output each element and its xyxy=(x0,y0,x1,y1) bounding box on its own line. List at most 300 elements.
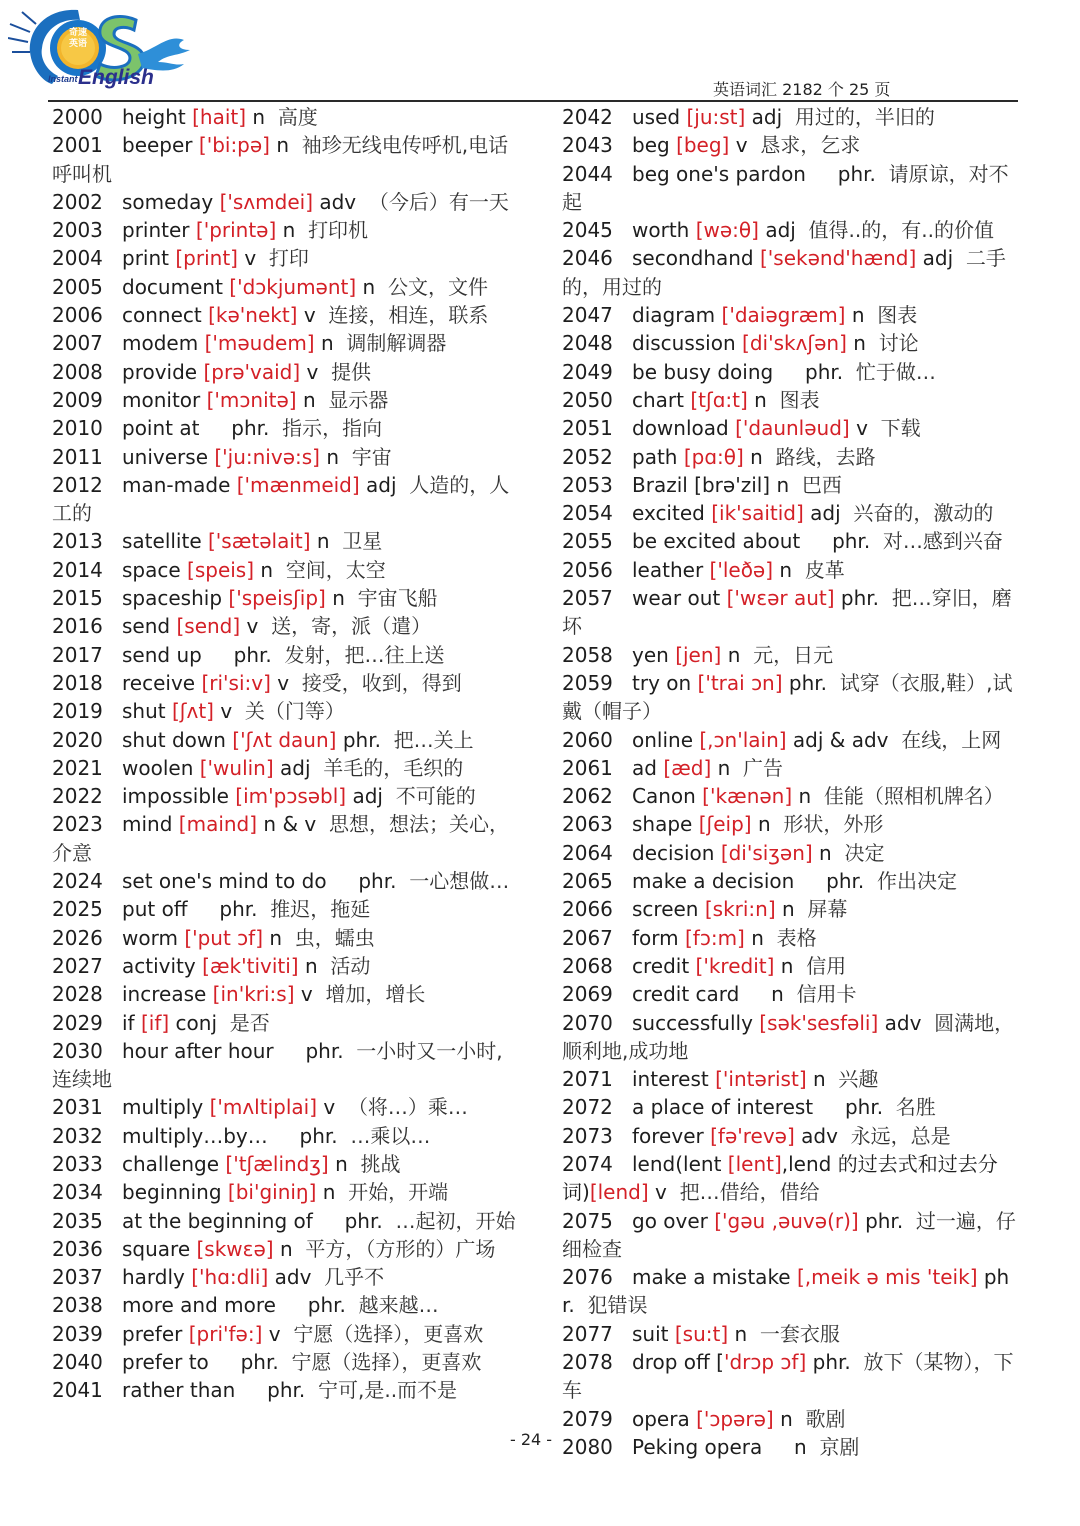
vocab-entry xyxy=(52,414,522,442)
vocab-entry xyxy=(52,1235,522,1263)
entry-phonetic: [di'skʌʃən] xyxy=(742,331,847,356)
entry-definition: 信用 xyxy=(806,953,847,978)
entry-part-of-speech: v xyxy=(277,670,290,695)
entry-part-of-speech: phr. xyxy=(231,416,270,441)
entry-word: impossible xyxy=(122,784,229,809)
entry-word: beg xyxy=(632,133,670,158)
entry-definition: 思想，想法；关心，介意 xyxy=(52,812,509,865)
entry-definition: 宇宙 xyxy=(351,444,392,469)
entry-phonetic: ['bi:pə] xyxy=(198,133,270,158)
entry-word: Canon xyxy=(632,784,696,809)
entry-number: 2063 xyxy=(562,812,613,837)
entry-definition: 增加，增长 xyxy=(325,982,426,1007)
vocab-entry xyxy=(52,1009,522,1037)
vocab-entry xyxy=(562,1065,1018,1093)
entry-word: woolen xyxy=(122,755,194,780)
entry-definition: 虫，蠕虫 xyxy=(294,925,375,950)
entry-word: modem xyxy=(122,331,199,356)
entry-definition: 放下（某物），下车 xyxy=(562,1350,1014,1403)
vocab-entry xyxy=(52,358,522,386)
entry-number: 2057 xyxy=(562,586,613,611)
entry-word: more and more xyxy=(122,1293,276,1318)
entry-part-of-speech: phr. xyxy=(812,1350,851,1375)
entry-part-of-speech: n xyxy=(260,557,274,582)
entry-definition: 形状，外形 xyxy=(783,812,884,837)
entry-word: be busy doing xyxy=(632,359,774,384)
entry-phonetic: ['printə] xyxy=(195,218,277,243)
entry-phonetic: ['mɔnitə] xyxy=(206,387,297,412)
entry-number: 2066 xyxy=(562,897,613,922)
entry-definition: 广告 xyxy=(743,755,784,780)
vocab-entry xyxy=(52,443,522,471)
entry-part-of-speech: phr. xyxy=(267,1378,306,1403)
entry-number: 2024 xyxy=(52,869,103,894)
entry-phonetic: ['sekənd'hænd] xyxy=(760,246,917,271)
entry-word: shut down xyxy=(122,727,226,752)
entry-word: worm xyxy=(122,925,178,950)
entry-word: height xyxy=(122,105,186,129)
entry-definition: 指示，指向 xyxy=(282,416,383,441)
entry-part-of-speech: n xyxy=(362,274,376,299)
entry-phonetic: ['ju:nivə:s] xyxy=(214,444,320,469)
entry-definition: 皮革 xyxy=(804,557,845,582)
entry-definition: 开始，开端 xyxy=(348,1180,449,1205)
entry-word-note: ,lend 的过去式和过去分词) xyxy=(562,1151,998,1205)
entry-phonetic: [in'kri:s] xyxy=(212,982,295,1007)
entry-number: 2026 xyxy=(52,925,103,950)
entry-number: 2033 xyxy=(52,1151,103,1176)
entry-definition: 接受，收到，得到 xyxy=(301,670,462,695)
entry-part-of-speech: phr. xyxy=(844,1095,884,1120)
vocab-entry xyxy=(52,980,522,1008)
entry-number: 2030 xyxy=(52,1038,103,1063)
entry-definition: 屏幕 xyxy=(807,897,848,922)
entry-part-of-speech: phr. xyxy=(344,1208,383,1233)
vocab-entry xyxy=(562,386,1018,414)
entry-number: 2075 xyxy=(562,1208,613,1233)
entry-number: 2015 xyxy=(52,586,103,611)
vocabulary-column-left xyxy=(52,103,522,1405)
entry-number: 2032 xyxy=(52,1123,103,1148)
entry-definition: 永远，总是 xyxy=(850,1123,951,1148)
entry-number: 2014 xyxy=(52,557,103,582)
entry-phonetic: [æk'tiviti] xyxy=(202,953,299,978)
entry-number: 2003 xyxy=(52,218,103,243)
entry-part-of-speech: n xyxy=(782,897,795,922)
vocab-entry xyxy=(52,103,522,131)
entry-definition: （今后）有一天 xyxy=(368,189,509,214)
entry-part-of-speech: n xyxy=(780,1406,793,1431)
vocab-entry xyxy=(562,782,1018,810)
entry-definition: 平方，（方形的）广场 xyxy=(305,1236,496,1261)
entry-number: 2034 xyxy=(52,1180,103,1205)
entry-number: 2067 xyxy=(562,925,613,950)
entry-number: 2017 xyxy=(52,642,103,667)
entry-phonetic: ['kænən] xyxy=(702,784,793,809)
entry-word: drop off xyxy=(632,1350,710,1375)
vocab-entry xyxy=(562,895,1018,923)
entry-part-of-speech: n xyxy=(316,529,330,554)
vocabulary-summary: 英语词汇 2182 个 25 页 xyxy=(713,80,891,99)
vocab-entry xyxy=(52,1178,522,1206)
entry-part-of-speech: n xyxy=(734,1321,748,1346)
entry-phonetic: ['ʃʌt daun] xyxy=(232,727,337,752)
entry-phonetic: ['gəu ,əuvə(r)] xyxy=(714,1208,859,1233)
vocab-entry xyxy=(562,1122,1018,1150)
vocab-entry xyxy=(52,726,522,754)
entry-number: 2058 xyxy=(562,642,613,667)
entry-definition: 用过的，半旧的 xyxy=(794,105,935,129)
page-number: - 24 - xyxy=(509,1430,553,1449)
entry-number: 2050 xyxy=(562,387,613,412)
entry-part-of-speech: v xyxy=(306,359,319,384)
entry-word: prefer to xyxy=(122,1350,209,1375)
entry-word: try on xyxy=(632,670,692,695)
entry-part-of-speech: adj & adv xyxy=(792,727,889,752)
entry-number: 2035 xyxy=(52,1208,103,1233)
entry-phonetic: [lent] xyxy=(727,1151,782,1176)
entry-part-of-speech: n xyxy=(798,784,812,809)
entry-definition: 发射，把…往上送 xyxy=(284,642,445,667)
entry-part-of-speech: n & v xyxy=(263,812,317,837)
vocab-entry xyxy=(562,1263,1018,1320)
entry-part-of-speech: n xyxy=(750,444,763,469)
entry-number: 2028 xyxy=(52,982,103,1007)
entry-definition: 圆满地，顺利地,成功地 xyxy=(562,1010,1015,1063)
vocab-entry xyxy=(52,1122,522,1150)
entry-definition: 名胜 xyxy=(895,1095,936,1120)
entry-word: a place of interest xyxy=(632,1095,814,1120)
entry-definition: 把…借给，借给 xyxy=(679,1180,820,1205)
entry-number: 2039 xyxy=(52,1321,103,1346)
entry-word: receive xyxy=(122,670,196,695)
vocab-entry xyxy=(52,1348,522,1376)
entry-number: 2022 xyxy=(52,784,103,809)
entry-phonetic-bracket: [ xyxy=(716,1350,724,1375)
entry-word: document xyxy=(122,274,223,299)
entry-definition: 元，日元 xyxy=(753,642,834,667)
entry-part-of-speech: v xyxy=(655,1180,667,1205)
entry-number: 2031 xyxy=(52,1095,103,1120)
entry-definition: 卫星 xyxy=(342,529,383,554)
entry-word: secondhand xyxy=(632,246,754,271)
entry-part-of-speech: n xyxy=(252,105,266,129)
entry-part-of-speech: n xyxy=(320,331,334,356)
entry-phonetic: [,meik ə mis 'teik] xyxy=(796,1265,978,1290)
entry-definition: 决定 xyxy=(844,840,885,865)
entry-number: 2065 xyxy=(562,869,613,894)
entry-word: point at xyxy=(122,416,200,441)
entry-definition: 讨论 xyxy=(878,331,919,356)
entry-phonetic: ['hɑ:dli] xyxy=(191,1265,269,1290)
vocab-entry xyxy=(562,103,1018,131)
entry-definition: 送，寄，派（遣） xyxy=(271,614,432,639)
entry-word: shape xyxy=(632,812,693,837)
entry-number: 2027 xyxy=(52,953,103,978)
vocab-entry xyxy=(562,867,1018,895)
entry-part-of-speech: adv xyxy=(274,1265,312,1290)
vocab-entry xyxy=(52,612,522,640)
entry-definition: 羊毛的，毛织的 xyxy=(323,755,464,780)
entry-word: activity xyxy=(122,953,196,978)
vocab-entry xyxy=(52,1291,522,1319)
vocab-entry xyxy=(52,782,522,810)
vocab-entry xyxy=(52,273,522,301)
entry-word: lend(lent xyxy=(632,1151,722,1176)
vocab-entry xyxy=(52,216,522,244)
entry-word: satellite xyxy=(122,529,202,554)
entry-part-of-speech: phr. xyxy=(358,869,397,894)
vocab-entry xyxy=(52,556,522,584)
entry-number: 2040 xyxy=(52,1350,103,1375)
entry-phonetic: [maind] xyxy=(178,812,258,837)
entry-number: 2043 xyxy=(562,133,613,158)
entry-definition: 在线，上网 xyxy=(901,727,1002,752)
entry-phonetic: [skri:n] xyxy=(704,897,776,922)
entry-part-of-speech: n xyxy=(851,303,865,328)
entry-number: 2019 xyxy=(52,699,103,724)
entry-number: 2041 xyxy=(52,1378,103,1403)
vocab-entry xyxy=(52,641,522,669)
vocab-entry xyxy=(52,754,522,782)
entry-number: 2036 xyxy=(52,1236,103,1261)
entry-part-of-speech: n xyxy=(779,557,793,582)
entry-number: 2078 xyxy=(562,1350,613,1375)
vocabulary-column-right xyxy=(562,103,1018,1461)
entry-word: spaceship xyxy=(122,586,223,611)
entry-number: 2068 xyxy=(562,953,613,978)
entry-part-of-speech: n xyxy=(269,925,283,950)
entry-phonetic: ['speisʃip] xyxy=(228,586,326,611)
entry-phonetic: [print] xyxy=(175,246,238,271)
entry-number: 2051 xyxy=(562,416,613,441)
entry-word: make a mistake xyxy=(632,1265,791,1290)
entry-word: leather xyxy=(632,557,704,582)
entry-definition: 一心想做… xyxy=(409,869,510,894)
entry-word: connect xyxy=(122,303,202,328)
entry-phonetic: ['dɔkjumənt] xyxy=(229,274,357,299)
entry-part-of-speech: v xyxy=(244,246,257,271)
entry-part-of-speech: n xyxy=(279,1236,293,1261)
entry-definition: 宇宙飞船 xyxy=(357,586,438,611)
entry-number: 2004 xyxy=(52,246,103,271)
entry-word: space xyxy=(122,557,181,582)
entry-part-of-speech: v xyxy=(246,614,259,639)
vocab-entry xyxy=(52,527,522,555)
entry-phonetic: ['mʌltiplai] xyxy=(209,1095,318,1120)
entry-number: 2070 xyxy=(562,1010,613,1035)
entry-part-of-speech: n xyxy=(332,586,345,611)
entry-part-of-speech: v xyxy=(300,982,313,1007)
vocab-entry xyxy=(562,527,1018,555)
entry-part-of-speech: v xyxy=(268,1321,281,1346)
vocab-entry xyxy=(52,1320,522,1348)
entry-phonetic: [ik'saitid] xyxy=(711,501,804,526)
entry-phonetic: [ʃeip] xyxy=(698,812,752,837)
entry-number: 2005 xyxy=(52,274,103,299)
entry-number: 2079 xyxy=(562,1406,613,1431)
entry-part-of-speech: n xyxy=(780,953,794,978)
vocab-entry xyxy=(52,952,522,980)
vocab-entry xyxy=(52,1376,522,1404)
entry-definition: 作出决定 xyxy=(876,869,957,894)
entry-number: 2044 xyxy=(562,161,613,186)
entry-part-of-speech: adv xyxy=(319,189,357,214)
entry-definition: 京剧 xyxy=(819,1434,860,1459)
entry-part-of-speech: n xyxy=(853,331,866,356)
entry-number: 2077 xyxy=(562,1321,613,1346)
entry-definition: 请原谅，对不起 xyxy=(562,161,1009,214)
logo-chinese-text: 奇速英语 xyxy=(68,28,87,49)
entry-number: 2080 xyxy=(562,1434,613,1459)
entry-word: challenge xyxy=(122,1151,220,1176)
entry-phonetic: [skwɛə] xyxy=(196,1236,274,1261)
entry-word: universe xyxy=(122,444,208,469)
entry-definition: 二手的，用过的 xyxy=(562,246,1006,299)
entry-definition: 信用卡 xyxy=(796,982,857,1007)
entry-phonetic: [hait] xyxy=(192,105,247,129)
entry-definition: 巴西 xyxy=(801,472,842,497)
entry-number: 2059 xyxy=(562,670,613,695)
entry-phonetic: ['trai ɔn] xyxy=(697,670,783,695)
entry-definition: …乘以… xyxy=(350,1123,431,1148)
entry-number: 2020 xyxy=(52,727,103,752)
entry-part-of-speech: n xyxy=(302,387,316,412)
entry-phonetic: ['wɛər aut] xyxy=(726,586,835,611)
entry-definition: 路线，去路 xyxy=(775,444,876,469)
entry-word: forever xyxy=(632,1123,704,1148)
vocab-entry xyxy=(52,895,522,923)
entry-definition: 试穿（衣服,鞋）,试戴（帽子） xyxy=(562,670,1013,724)
entry-number: 2046 xyxy=(562,246,613,271)
entry-phonetic: [if] xyxy=(140,1010,170,1035)
entry-word: ad xyxy=(632,755,657,780)
entry-word: someday xyxy=(122,189,214,214)
entry-definition: 越来越… xyxy=(358,1293,439,1318)
logo-instant-text: Instant xyxy=(48,74,78,84)
entry-part-of-speech: adj xyxy=(810,501,841,526)
entry-phonetic: ['intərist] xyxy=(715,1067,807,1092)
entry-word: beginning xyxy=(122,1180,222,1205)
vocab-entry xyxy=(52,669,522,697)
entry-number: 2048 xyxy=(562,331,613,356)
entry-part-of-speech: phr. xyxy=(233,642,272,667)
entry-phonetic: ['daunləud] xyxy=(735,416,850,441)
entry-number: 2000 xyxy=(52,105,103,129)
vocab-entry xyxy=(562,584,1018,641)
entry-number: 2074 xyxy=(562,1151,613,1176)
entry-phonetic: [beg] xyxy=(676,133,730,158)
entry-part-of-speech: phr. xyxy=(307,1293,346,1318)
entry-definition: 活动 xyxy=(330,953,371,978)
entry-part-of-speech: n xyxy=(276,133,290,158)
vocab-entry xyxy=(52,810,522,867)
entry-part-of-speech: adj xyxy=(765,218,796,243)
vocab-entry xyxy=(52,329,522,357)
entry-definition: 打印 xyxy=(268,246,309,271)
entry-definition: 宁愿（选择），更喜欢 xyxy=(293,1321,484,1346)
entry-number: 2038 xyxy=(52,1293,103,1318)
entry-word: decision xyxy=(632,840,715,865)
entry-part-of-speech: n xyxy=(771,982,784,1007)
vocab-entry xyxy=(52,697,522,725)
entry-word: beg one's pardon xyxy=(632,161,806,186)
entry-phonetic: [su:t] xyxy=(674,1321,729,1346)
entry-phonetic: ['tʃælindʒ] xyxy=(225,1151,329,1176)
entry-phonetic: [brə'zil] xyxy=(694,472,771,497)
entry-word: Brazil xyxy=(632,472,688,497)
entry-part-of-speech: v xyxy=(323,1095,336,1120)
vocab-entry xyxy=(562,952,1018,980)
entry-number: 2052 xyxy=(562,444,613,469)
entry-phonetic: [lend] xyxy=(589,1180,649,1205)
entry-part-of-speech: n xyxy=(727,642,741,667)
entry-word: diagram xyxy=(632,303,716,328)
entry-part-of-speech: n xyxy=(717,755,731,780)
entry-number: 2029 xyxy=(52,1010,103,1035)
entry-part-of-speech: n xyxy=(812,1067,826,1092)
entry-word: increase xyxy=(122,982,207,1007)
entry-part-of-speech: phr. xyxy=(219,897,258,922)
entry-number: 2013 xyxy=(52,529,103,554)
entry-number: 2010 xyxy=(52,416,103,441)
entry-phonetic: ['ɔpərə] xyxy=(696,1406,774,1431)
entry-definition: 一套衣服 xyxy=(759,1321,840,1346)
entry-phonetic: [speis] xyxy=(187,557,255,582)
vocab-entry xyxy=(562,1093,1018,1121)
vocab-entry xyxy=(562,924,1018,952)
entry-part-of-speech: n xyxy=(282,218,296,243)
entry-part-of-speech: phr. xyxy=(832,529,871,554)
vocab-entry xyxy=(52,867,522,895)
entry-number: 2042 xyxy=(562,105,613,129)
vocab-entry xyxy=(562,1009,1018,1066)
entry-word: man-made xyxy=(122,472,231,497)
entry-phonetic: [im'pɔsəbl] xyxy=(235,784,347,809)
entry-definition: 犯错误 xyxy=(587,1293,648,1318)
entry-part-of-speech: phr. xyxy=(342,727,381,752)
entry-phonetic: ['daiəgræm] xyxy=(721,303,846,328)
entry-definition: 不可能的 xyxy=(395,784,476,809)
entry-number: 2016 xyxy=(52,614,103,639)
entry-number: 2045 xyxy=(562,218,613,243)
entry-phonetic: ['put ɔf] xyxy=(184,925,264,950)
entry-word: beeper xyxy=(122,133,193,158)
entry-part-of-speech: phr. xyxy=(240,1350,279,1375)
entry-part-of-speech: phr. xyxy=(837,161,876,186)
entry-number: 2037 xyxy=(52,1265,103,1290)
entry-number: 2007 xyxy=(52,331,103,356)
entry-word: chart xyxy=(632,387,684,412)
entry-number: 2073 xyxy=(562,1123,613,1148)
entry-phonetic: 'drɔp ɔf] xyxy=(723,1350,807,1375)
entry-number: 2055 xyxy=(562,529,613,554)
entry-word: successfully xyxy=(632,1010,753,1035)
vocab-entry xyxy=(562,499,1018,527)
vocab-entry xyxy=(52,301,522,329)
entry-definition: 打印机 xyxy=(308,218,369,243)
entry-part-of-speech: adv xyxy=(801,1123,838,1148)
vocab-entry xyxy=(562,443,1018,471)
entry-definition: 把…穿旧，磨坏 xyxy=(562,586,1012,639)
entry-word: form xyxy=(632,925,679,950)
entry-phonetic: ['mænmeid] xyxy=(236,472,360,497)
vocab-entry xyxy=(562,216,1018,244)
logo-english-text: English xyxy=(78,66,154,89)
entry-definition: 过一遍，仔细检查 xyxy=(562,1208,1016,1261)
entry-phonetic: [fə'revə] xyxy=(710,1123,795,1148)
entry-number: 2009 xyxy=(52,387,103,412)
